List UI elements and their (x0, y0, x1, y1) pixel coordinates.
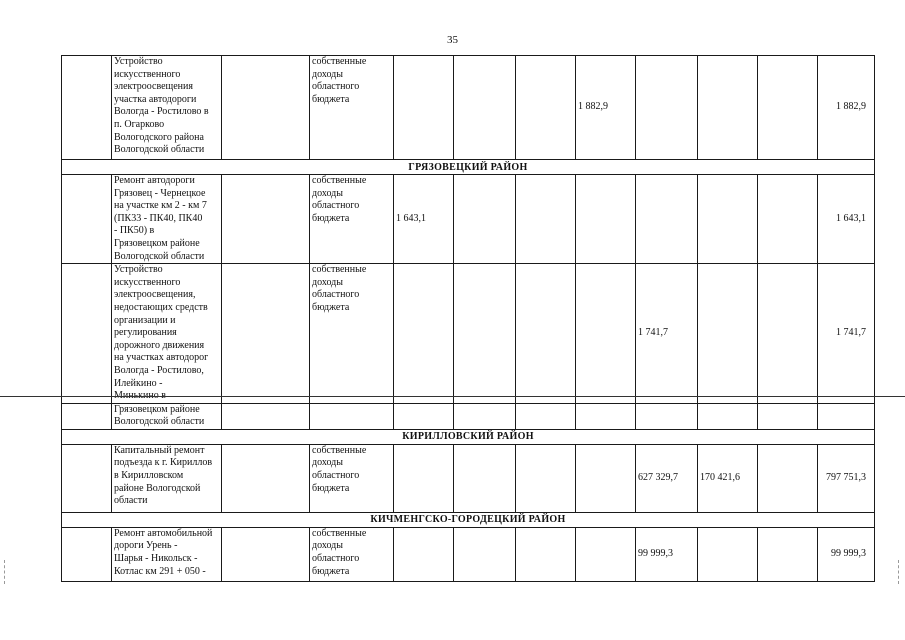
object-name-cell: Ремонт автомобильной дороги Урень - Шарья - Никольск - Котлас км 291 + 050 - (112, 527, 222, 581)
district-header-row (62, 160, 875, 175)
table-row (62, 527, 875, 581)
value-cell (516, 175, 576, 264)
row-number-cell (62, 264, 112, 404)
total-value-cell (818, 403, 875, 429)
value-cell (636, 403, 698, 429)
table-row (62, 175, 875, 264)
value-cell (698, 56, 758, 160)
value-cell (698, 264, 758, 404)
value-cell (516, 527, 576, 581)
value-cell (758, 56, 818, 160)
empty-cell (222, 403, 310, 429)
value-cell (454, 527, 516, 581)
district-title: ГРЯЗОВЕЦКИЙ РАЙОН (62, 160, 875, 175)
value-cell (698, 527, 758, 581)
table-row (62, 56, 875, 160)
value-cell (758, 264, 818, 404)
value-cell (576, 403, 636, 429)
value-cell (516, 403, 576, 429)
row-number-cell (62, 527, 112, 581)
page-crease-line (0, 396, 905, 397)
value-cell: 627 329,7 (636, 444, 698, 512)
value-cell (758, 403, 818, 429)
funding-source-cell (310, 403, 394, 429)
value-cell (516, 56, 576, 160)
total-value-cell: 99 999,3 (818, 527, 875, 581)
value-cell (454, 175, 516, 264)
total-value-cell: 1 741,7 (818, 264, 875, 404)
table-row (62, 403, 875, 429)
district-header-row (62, 512, 875, 527)
object-name-cell: Грязовецком районе Вологодской области (112, 403, 222, 429)
object-name-cell: Устройство искусственного электроосвещения участка автодороги Вологда - Ростилово в п. Огарково Вологодского района Вологодской области (112, 56, 222, 160)
value-cell (758, 527, 818, 581)
value-cell (636, 175, 698, 264)
table-body (62, 56, 875, 582)
budget-table (61, 55, 875, 582)
value-cell (698, 403, 758, 429)
value-cell (516, 264, 576, 404)
value-cell: 1 741,7 (636, 264, 698, 404)
value-cell (758, 444, 818, 512)
total-value-cell: 1 643,1 (818, 175, 875, 264)
value-cell (576, 175, 636, 264)
funding-source-cell: собственные доходы областного бюджета (310, 444, 394, 512)
funding-source-cell: собственные доходы областного бюджета (310, 264, 394, 404)
value-cell (698, 175, 758, 264)
value-cell (454, 403, 516, 429)
empty-cell (222, 444, 310, 512)
value-cell: 99 999,3 (636, 527, 698, 581)
funding-source-cell: собственные доходы областного бюджета (310, 56, 394, 160)
empty-cell (222, 527, 310, 581)
value-cell (516, 444, 576, 512)
value-cell: 170 421,6 (698, 444, 758, 512)
object-name-cell: Капитальный ремонт подъезда к г. Кириллов в Кирилловском районе Вологодской области (112, 444, 222, 512)
value-cell (758, 175, 818, 264)
value-cell (454, 444, 516, 512)
row-number-cell (62, 175, 112, 264)
value-cell (454, 264, 516, 404)
object-name-cell: Устройство искусственного электроосвещения, недостающих средств организации и регулирования дорожного движения на участках автодорог Вологда - Ростилово, Илейкино - Минькино в (112, 264, 222, 404)
value-cell (576, 444, 636, 512)
value-cell (394, 527, 454, 581)
value-cell (576, 527, 636, 581)
table-row (62, 264, 875, 404)
value-cell (394, 56, 454, 160)
value-cell: 1 882,9 (576, 56, 636, 160)
value-cell (454, 56, 516, 160)
total-value-cell: 797 751,3 (818, 444, 875, 512)
value-cell (394, 444, 454, 512)
empty-cell (222, 264, 310, 404)
value-cell (394, 403, 454, 429)
empty-cell (222, 175, 310, 264)
value-cell (576, 264, 636, 404)
row-number-cell (62, 444, 112, 512)
district-title: КИРИЛЛОВСКИЙ РАЙОН (62, 429, 875, 444)
row-number-cell (62, 403, 112, 429)
value-cell (636, 56, 698, 160)
right-edge-mark (898, 560, 901, 584)
district-header-row (62, 429, 875, 444)
funding-source-cell: собственные доходы областного бюджета (310, 175, 394, 264)
total-value-cell: 1 882,9 (818, 56, 875, 160)
row-number-cell (62, 56, 112, 160)
object-name-cell: Ремонт автодороги Грязовец - Чернецкое на участке км 2 - км 7 (ПК33 - ПК40, ПК40 - ПК50) в Грязовецком районе Вологодской области (112, 175, 222, 264)
funding-source-cell: собственные доходы областного бюджета (310, 527, 394, 581)
value-cell: 1 643,1 (394, 175, 454, 264)
left-edge-mark (4, 560, 7, 584)
value-cell (394, 264, 454, 404)
table-row (62, 444, 875, 512)
page-number: 35 (447, 34, 458, 46)
empty-cell (222, 56, 310, 160)
district-title: КИЧМЕНГСКО-ГОРОДЕЦКИЙ РАЙОН (62, 512, 875, 527)
